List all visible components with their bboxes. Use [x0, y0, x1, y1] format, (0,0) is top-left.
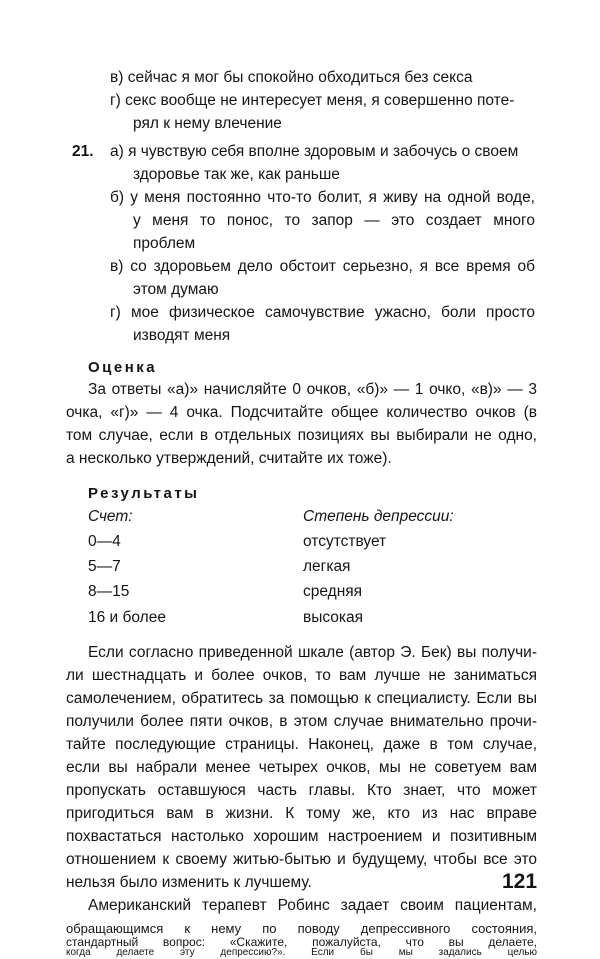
q20-option-v: в) сейчас я мог бы спокойно обходиться без секса — [110, 69, 473, 86]
paragraph-line: пропускать оставшуюся часть главы. Кто знает, что может — [66, 782, 537, 799]
table-row-degree: средняя — [303, 583, 363, 600]
table-row-score: 8—15 — [88, 583, 130, 600]
q20-option-g-line1: г) секс вообще не интересует меня, я совершенно поте- — [110, 92, 515, 109]
paragraph-line: Американский терапевт Робинс задает своим пациентам, — [88, 897, 537, 914]
q21-option-a-line2: здоровье так же, как раньше — [133, 166, 340, 183]
table-row-degree: высокая — [303, 609, 364, 626]
paragraph-line: отношением к своему житью-бытью и будущему, чтобы все это — [66, 851, 537, 868]
scoring-line: а несколько утверждений, считайте их тоже). — [66, 450, 392, 467]
scoring-line: очка, «г)» — 4 очка. Подсчитайте общее количество очков (в — [66, 404, 537, 421]
paragraph-line: обращающимся к нему по поводу депрессивного состояния, — [66, 921, 537, 936]
results-heading: Результаты — [88, 485, 200, 502]
table-row-score: 16 и более — [88, 609, 166, 626]
q21-option-v-line1: в) со здоровьем дело обстоит серьезно, я все время об — [110, 258, 535, 275]
paragraph-line: когда делаете эту депрессию?». Если бы мы задались целью — [66, 947, 537, 958]
paragraph-line: ли шестнадцать и более очков, то вам лучше не заниматься — [66, 667, 537, 684]
table-row-score: 0—4 — [88, 533, 121, 550]
paragraph-line: стандартный вопрос: «Скажите, пожалуйста, что вы делаете, — [66, 935, 537, 949]
q21-option-b-line1: б) у меня постоянно что-то болит, я живу на одной воде, — [110, 189, 535, 206]
q21-option-g-line1: г) мое физическое самочувствие ужасно, боли просто — [110, 304, 535, 321]
q21-option-b-line2: у меня то понос, то запор — это создает много — [133, 212, 535, 229]
table-row-degree: отсутствует — [303, 533, 387, 550]
question-number: 21. — [72, 143, 94, 160]
paragraph-line: тайте последующие страницы. Наконец, даже в том случае, — [66, 736, 537, 753]
paragraph-line: получили более пяти очков, в этом случае внимательно прочи- — [66, 713, 537, 730]
q21-option-a-line1: а) я чувствую себя вполне здоровым и забочусь о своем — [110, 143, 519, 160]
paragraph-line: похвастаться настолько хорошим настроением и позитивным — [66, 828, 537, 845]
q21-option-b-line3: проблем — [133, 235, 196, 252]
column-header-score: Счет: — [88, 508, 133, 525]
paragraph-line: нельзя было изменить к лучшему. — [66, 874, 312, 891]
scoring-line: За ответы «а)» начисляйте 0 очков, «б)» — 1 очко, «в)» — 3 — [88, 381, 537, 398]
q20-option-g-line2: рял к нему влечение — [133, 115, 282, 132]
scoring-heading: Оценка — [88, 359, 158, 376]
scoring-line: том случае, если в отдельных позициях вы выбирали не одно, — [66, 427, 537, 444]
table-row-score: 5—7 — [88, 558, 121, 575]
page-number: 121 — [502, 870, 538, 893]
paragraph-line: пригодиться вам в жизни. К тому же, кто из нас вправе — [66, 805, 537, 822]
paragraph-line: самолечением, обратитесь за помощью к специалисту. Если вы — [66, 690, 537, 707]
paragraph-line: Если согласно приведенной шкале (автор Э. Бек) вы получи- — [88, 644, 537, 661]
column-header-degree: Степень депрессии: — [303, 508, 454, 525]
q21-option-g-line2: изводят меня — [133, 327, 231, 344]
q21-option-v-line2: этом думаю — [133, 281, 219, 298]
table-row-degree: легкая — [303, 558, 351, 575]
paragraph-line: если вы набрали менее четырех очков, мы не советуем вам — [66, 759, 537, 776]
